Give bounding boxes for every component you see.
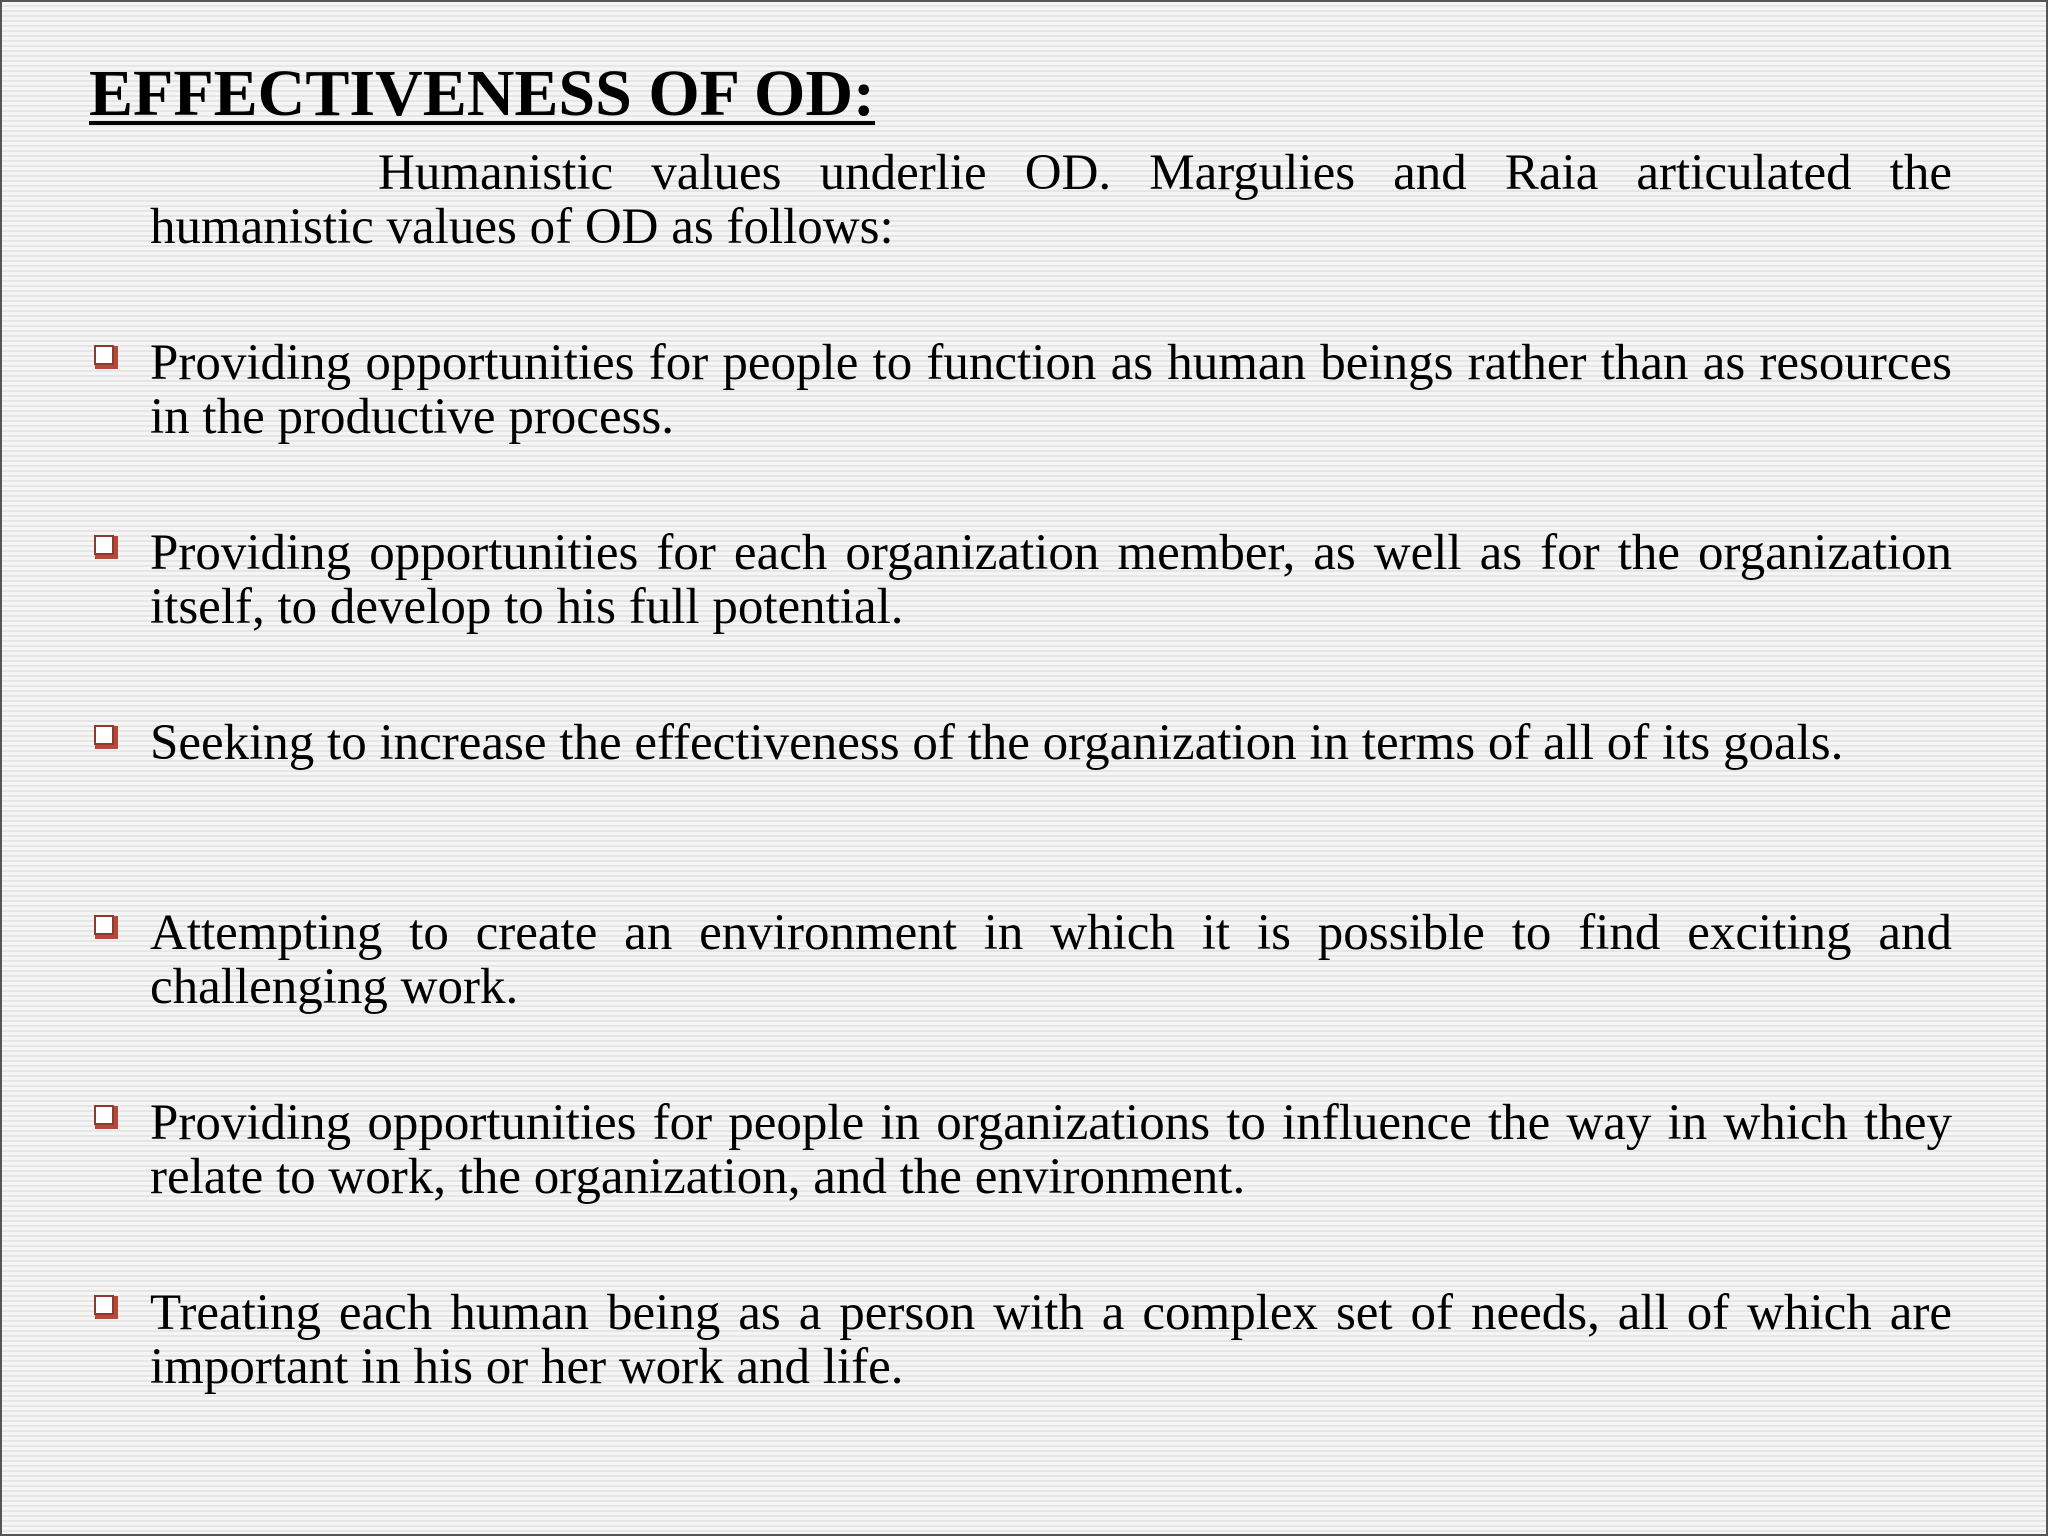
bullet-item — [150, 1096, 1952, 1204]
bullet-text: Providing opportunities for each organization member, as well as for the organization itself, to develop to his full potential. — [150, 525, 1952, 635]
hollow-square-bullet-icon — [93, 914, 120, 941]
bullet-item — [150, 906, 1952, 1014]
bullet-text: Attempting to create an environment in which it is possible to find exciting and challenging work. — [150, 905, 1952, 1015]
bullet-item — [150, 336, 1952, 444]
intro-paragraph: Humanistic values underlie OD. Margulies and Raia articulated the humanistic values of OD as follows: — [150, 145, 1952, 255]
hollow-square-bullet-icon — [93, 1104, 120, 1131]
bullet-text: Treating each human being as a person with a complex set of needs, all of which are important in his or her work and life. — [150, 1285, 1952, 1395]
hollow-square-bullet-icon — [93, 724, 120, 751]
bullet-item — [150, 526, 1952, 634]
hollow-square-bullet-icon — [93, 1294, 120, 1321]
bullet-text: Providing opportunities for people to function as human beings rather than as resources in the productive process. — [150, 335, 1952, 445]
hollow-square-bullet-icon — [93, 344, 120, 371]
bullet-item — [150, 1286, 1952, 1394]
slide-title: EFFECTIVENESS OF OD: — [89, 57, 876, 130]
bullet-item — [150, 716, 1952, 770]
hollow-square-bullet-icon — [93, 534, 120, 561]
bullet-text: Seeking to increase the effectiveness of the organization in terms of all of its goals. — [150, 715, 1844, 771]
bullet-text: Providing opportunities for people in organizations to influence the way in which they relate to work, the organization, and the environment. — [150, 1095, 1952, 1205]
